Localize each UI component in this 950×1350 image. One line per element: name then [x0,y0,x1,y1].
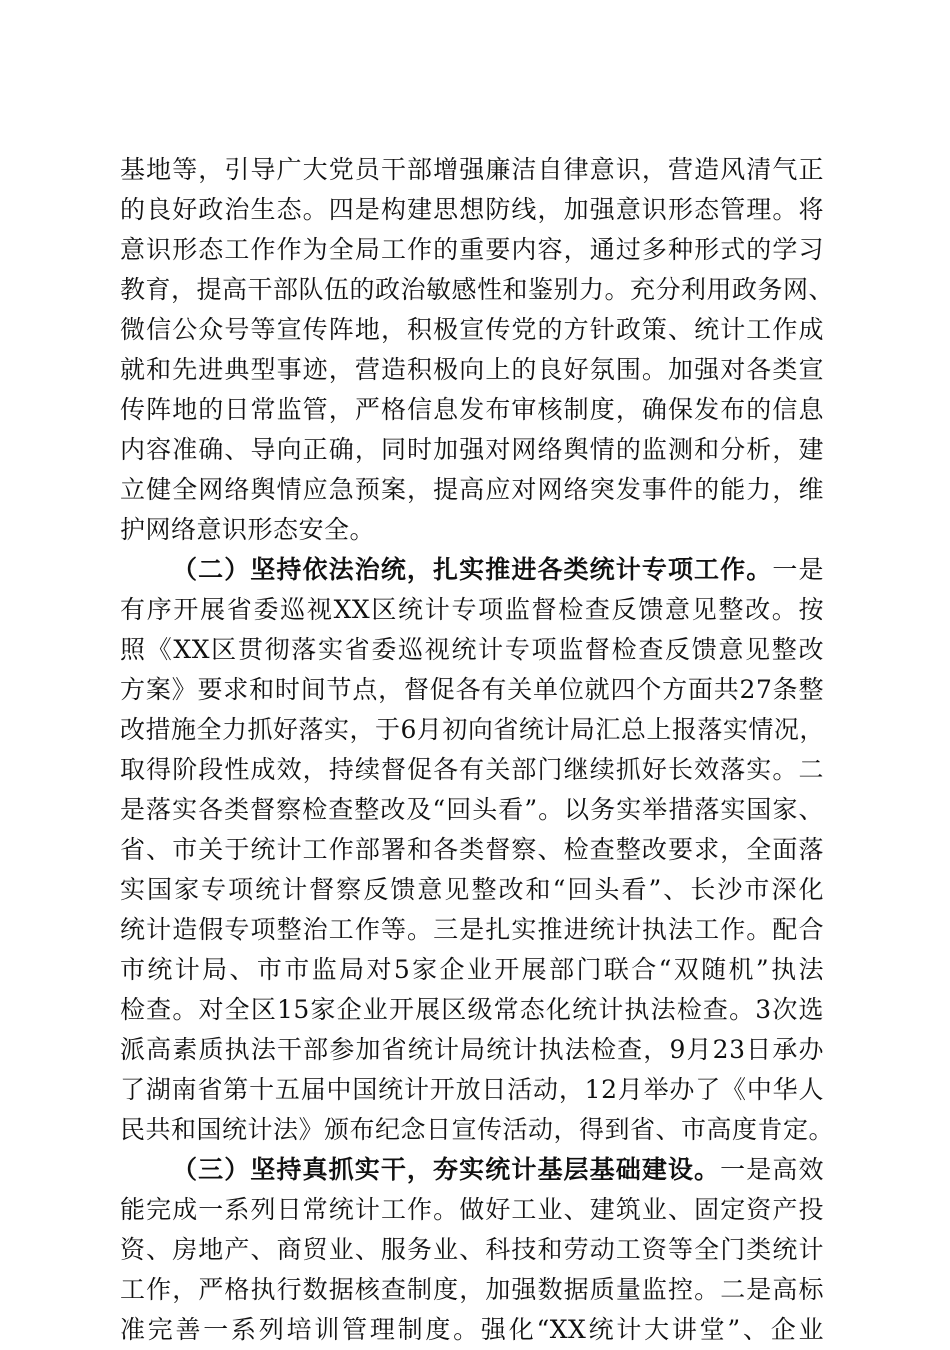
body-line: 统计造假专项整治工作等。三是扎实推进统计执法工作。配合 [120,915,824,944]
body-line: 微信公众号等宣传阵地，积极宣传党的方针政策、统计工作成 [120,315,824,344]
body-line: 基地等，引导广大党员干部增强廉洁自律意识，营造风清气正 [120,155,824,184]
body-line: 省、市关于统计工作部署和各类督察、检查整改要求，全面落 [120,835,824,864]
body-line: 工作，严格执行数据核查制度，加强数据质量监控。二是高标 [120,1275,824,1304]
body-line: 民共和国统计法》颁布纪念日宣传活动，得到省、市高度肯定。 [120,1115,835,1144]
heading-tail: 一是高效 [720,1155,824,1184]
body-line: 内容准确、导向正确，同时加强对网络舆情的监测和分析，建 [120,435,824,464]
body-line: 了湖南省第十五届中国统计开放日活动，12月举办了《中华人 [120,1075,824,1104]
body-line: 的良好政治生态。四是构建思想防线，加强意识形态管理。将 [120,195,824,224]
body-line: 能完成一系列日常统计工作。做好工业、建筑业、固定资产投 [120,1195,824,1224]
body-line: 是落实各类督察检查整改及“回头看”。以务实举措落实国家、 [120,795,824,824]
body-line: 改措施全力抓好落实，于6月初向省统计局汇总上报落实情况， [120,715,825,744]
body-line: 派高素质执法干部参加省统计局统计执法检查，9月23日承办 [120,1035,824,1064]
body-line: 教育，提高干部队伍的政治敏感性和鉴别力。充分利用政务网、 [120,275,835,304]
body-line: 资、房地产、商贸业、服务业、科技和劳动工资等全门类统计 [120,1235,824,1264]
body-line: 就和先进典型事迹，营造积极向上的良好氛围。加强对各类宣 [120,355,824,384]
section-heading-line [172,550,824,590]
section-heading-line [172,1150,824,1190]
body-line: 检查。对全区15家企业开展区级常态化统计执法检查。3次选 [120,995,824,1024]
section-heading: （二）坚持依法治统，扎实推进各类统计专项工作。 [172,555,773,584]
body-line: 准完善一系列培训管理制度。强化“XX统计大讲堂”、企业 [120,1315,824,1344]
body-line: 护网络意识形态安全。 [120,515,376,544]
body-line: 实国家专项统计督察反馈意见整改和“回头看”、长沙市深化 [120,875,824,904]
body-line: 传阵地的日常监管，严格信息发布审核制度，确保发布的信息 [120,395,824,424]
body-line: 有序开展省委巡视XX区统计专项监督检查反馈意见整改。按 [120,595,824,624]
body-line: 意识形态工作作为全局工作的重要内容，通过多种形式的学习 [120,235,824,264]
heading-tail: 一是 [772,555,824,584]
body-line: 取得阶段性成效，持续督促各有关部门继续抓好长效落实。二 [120,755,824,784]
section-heading: （三）坚持真抓实干，夯实统计基层基础建设。 [172,1155,721,1184]
body-line: 立健全网络舆情应急预案，提高应对网络突发事件的能力，维 [120,475,824,504]
body-line: 市统计局、市市监局对5家企业开展部门联合“双随机”执法 [120,955,824,984]
body-line: 照《XX区贯彻落实省委巡视统计专项监督检查反馈意见整改 [120,635,824,664]
body-line: 方案》要求和时间节点，督促各有关单位就四个方面共27条整 [120,675,824,704]
